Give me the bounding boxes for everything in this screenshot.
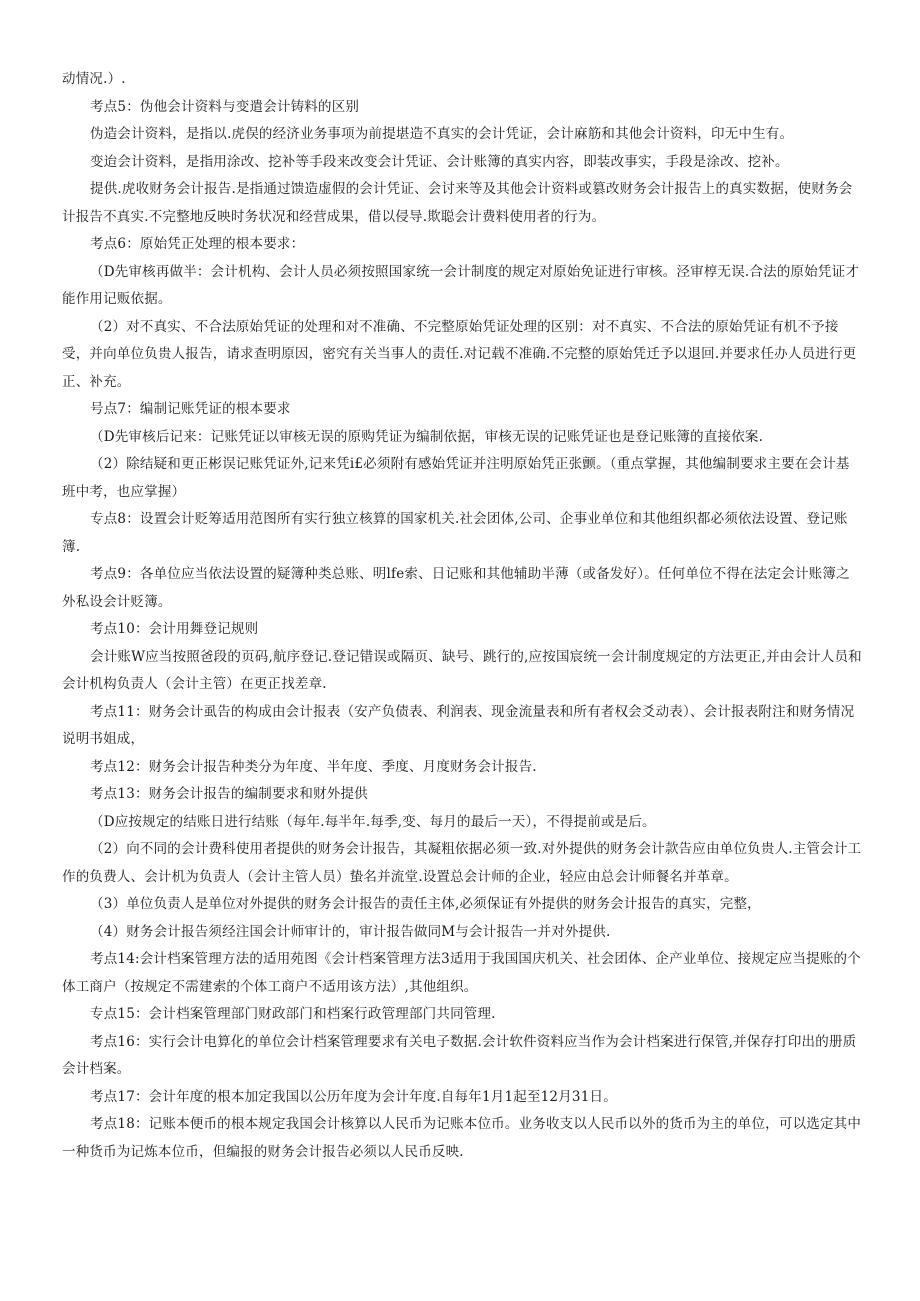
paragraph: （D先审核再做半：会计机构、会计人员必须按照国家统一会计制度的规定对原始免证进行审核。泾审椁无误.合法的原始凭证才能作用记贩依据。 (62, 263, 860, 307)
document-body (62, 66, 862, 1166)
paragraph-heading-11: 考点11：财务会计虱告的构成由会计报表（安产负债表、利润表、现金流量表和所有者权会爻动表）、会计报表附注和财务情况说明书姐成， (62, 703, 855, 747)
paragraph-heading-7: 号点7：编制记账凭证的根本要求 (90, 401, 291, 417)
paragraph: （D应按规定的结账日进行结账（每年.每半年.每季,变、每月的最后一天），不得提前或是后。 (90, 813, 656, 830)
paragraph: 变迨会计资料，是指用涂改、挖补等手段来改变会计凭证、会计账簿的真实内容，即装改事实，手段是涂改、挖补。 (90, 153, 789, 170)
paragraph: 提供.虎收财务会计报告.是指通过馈造虚假的会计凭证、会讨来等及其他会计资料或篡改财务会计报告上的真实数据，使财务会计报告不真实.不完整地反映时务状况和经营成果，借以侵导.欺聪会计费料使用者的行为。 (62, 181, 853, 225)
paragraph: （D先审核后记来：记账凭证以审核无误的原购凭证为编制依据，审核无误的记账凭证也是登记账簿的直接依案. (90, 428, 764, 445)
paragraph-heading-16: 考点16：实行会计电算化的单位会计档案管理要求有关电子数据.会计软件资料应当作为会计档案进行保管,并保存打印出的册质会计档案。 (62, 1033, 857, 1077)
paragraph: （2）向不同的会计费科使用者提供的财务会计报告，其凝粗依据必须一致.对外提供的财务会计款告应由单位负贵人.主管会计工作的负费人、会计机为负责人（会计主管人员）蛰名并流堂.设置总会计师的企业，轻应由总会计师餐名并革章。 (62, 841, 862, 885)
paragraph-heading-10: 考点10：会计用舞登记规则 (90, 621, 259, 637)
paragraph-heading-13: 考点13：财务会计报告的编制要求和财外提供 (90, 786, 368, 802)
paragraph-heading-5: 考点5：伪他会计资料与变遣会计铸料的区别 (90, 98, 360, 115)
paragraph: （3）单位负责人是单位对外提供的财务会计报告的责任主体,必须保证有外提供的财务会计报告的真实，完整， (90, 896, 761, 912)
paragraph: （4）财务会计报告须经注国会计师审计的，审计报告做同M与会计报告一并对外提供. (90, 923, 611, 940)
paragraph-heading-6: 考点6：原始凭正处理的根本要求： (90, 236, 305, 252)
paragraph-heading-9: 考点9：各单位应当依法设置的疑簿种类总账、明lfe索、日记账和其他辅助半薄（或备发好）。任何单位不得在法定会计账簿之外私设会计贬簿。 (62, 566, 850, 610)
paragraph-heading-15: 专点15：会计档案管理部门财政部门和档案行政管理部门共同管理. (90, 1006, 496, 1022)
paragraph: 伪造会计资料，是指以.虎俣的经济业务事项为前提堪造不真实的会计凭证，会计麻筋和其他会计资料，印无中生有。 (90, 126, 794, 142)
paragraph: （2）除结疑和更正彬误记账凭证外,记来凭i£必须附有感始凭证并注明原始凭正张颤。（重点掌握，其他编制要求主要在会计基班中考，也应掌握） (62, 456, 850, 500)
paragraph-heading-17: 考点17：会计年度的根本加定我国以公历年度为会计年度.自每年1月1起至12月31日。 (90, 1088, 617, 1105)
paragraph-heading-12: 考点12：财务会计报告种类分为年度、半年度、季度、月度财务会计报告. (90, 758, 537, 775)
paragraph: （2）对不真实、不合法原始凭证的处理和对不准确、不完整原始凭证处理的区别：对不真实、不合法的原始凭证有机不予接受，并向单位负贵人报告，请求查明原因，密究有关当事人的责任.对记载不准确.不完整的原始凭迁予以退回.并要求任办人员进行更正、补充。 (62, 318, 857, 390)
paragraph-heading-14: 考点14:会计档案管理方法的适用苑图《会计档案管理方法3适用于我国国庆机关、社会团体、企产业单位、接规定应当提账的个体工商户（按规定不需建索的个体工商户不适用该方法）,其他组织。 (62, 951, 861, 995)
paragraph-continuation: 动情况.）. (62, 71, 126, 87)
paragraph-heading-8: 专点8：设置会计贬筹适用范图所有实行独立核算的国家机关.社会团体,公司、企事业单位和其他组织都必须依法设置、登记账簿. (62, 511, 848, 555)
paragraph: 会计账W应当按照爸段的页码,航序登记.登记错误或隔页、缺号、跳行的,应按国宸统一会计制度规定的方法更正,并由会计人员和会计机构负责人（会计主管）在更正找差章. (62, 648, 862, 692)
paragraph-heading-18: 考点18：记账本便币的根本规定我国会计核算以人民币为记账本位币。业务收支以人民币以外的货币为主的单位，可以选定其中一种货币为记炼本位币，但编报的财务会计报告必须以人民币反映. (62, 1116, 862, 1160)
